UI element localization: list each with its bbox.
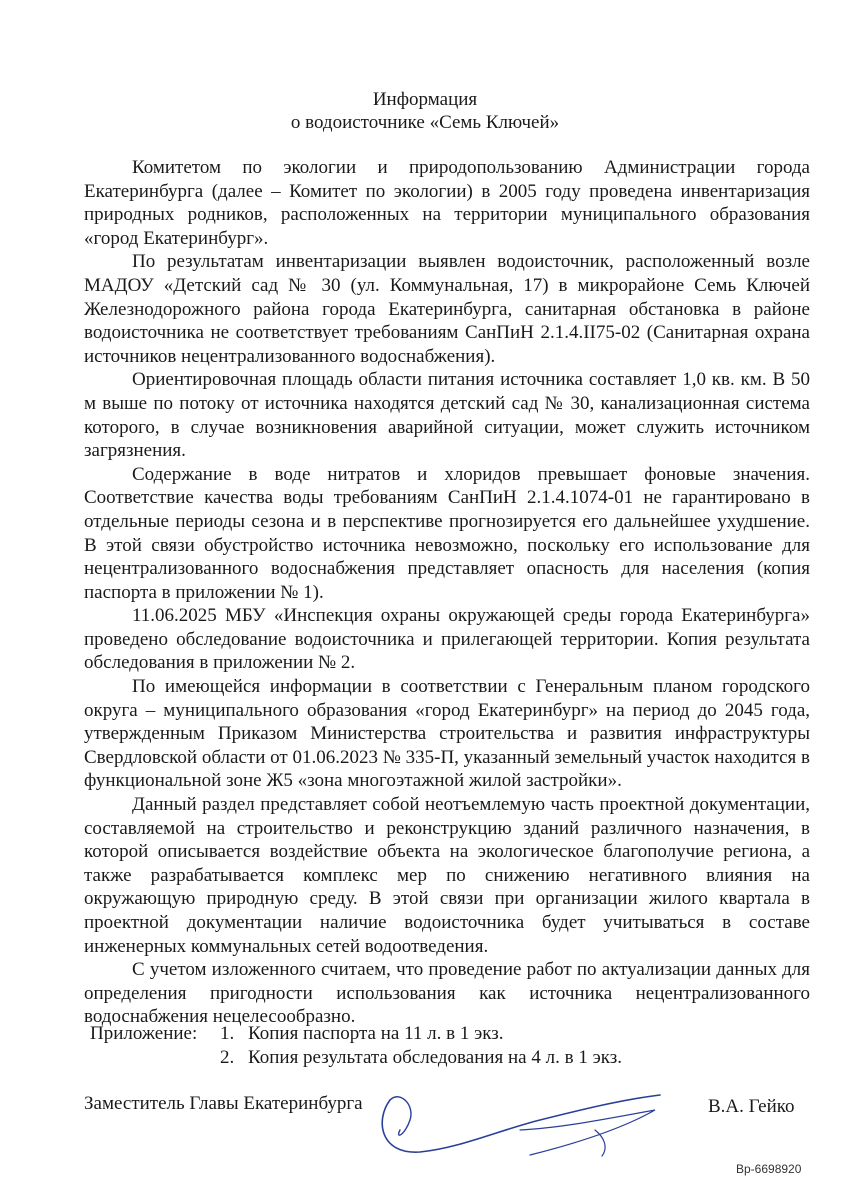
signatory-name: В.А. Гейко [708,1096,795,1117]
attachments-label: Приложение: [90,1023,198,1044]
handwritten-signature [370,1060,680,1170]
paragraph: Содержание в воде нитратов и хлоридов превышает фоновые значения. Соответствие качества воды требованиям СанПиН 2.1.4.1074-01 не гарантировано в отдельные периоды сезона и в перспективе прогнозируется его дальнейшее ухудшение. В этой связи обустройство источника невозможно, поскольку его использование для нецентрализованного водоснабжения представляет опасность для населения (копия паспорта в приложении № 1). [84,463,810,603]
document-title: Информация [372,89,478,110]
paragraph: Ориентировочная площадь области питания источника составляет 1,0 кв. км. В 50 м выше по потоку от источника находятся детский сад № 30, канализационная система которого, в случае возникновения аварийной ситуации, может служить источником загрязнения. [84,369,810,462]
attachment-item [220,1021,503,1047]
attachment-text: Копия результата обследования на 4 л. в 1 экз. [248,1047,622,1068]
attachment-number: 2. [220,1047,235,1068]
document-number: Вр-6698920 [736,1162,802,1176]
attachment-text: Копия паспорта на 11 л. в 1 экз. [248,1023,504,1044]
attachment-number: 1. [220,1023,235,1044]
paragraph: Данный раздел представляет собой неотъемлемую часть проектной документации, составляемой на строительство и реконструкцию зданий различного назначения, в которой описывается воздействие объекта на экологическое благополучие региона, а также разрабатывается комплекс мер по снижению негативного влияния на окружающую природную среду. В этой связи при организации жилого квартала в проектной документации наличие водоисточника будет учитываться в составе инженерных коммунальных сетей водоотведения. [84,794,810,957]
document-body [84,156,810,1029]
paragraph: По имеющейся информации в соответствии с Генеральным планом городского округа – муниципального образования «город Екатеринбург» на период до 2045 года, утвержденным Приказом Министерства строительства и развития инфраструктуры Свердловской области от 01.06.2023 № 335-П, указанный земельный участок находится в функциональной зоне Ж5 «зона многоэтажной жилой застройки». [84,676,810,792]
document-subtitle: о водоисточнике «Семь Ключей» [290,112,560,133]
paragraph: Комитетом по экологии и природопользованию Администрации города Екатеринбурга (далее – Комитет по экологии) в 2005 году проведена инвентаризация природных родников, расположенных на территории муниципального образования «город Екатеринбург». [84,157,810,249]
paragraph: По результатам инвентаризации выявлен водоисточник, расположенный возле МАДОУ «Детский сад № 30 (ул. Коммунальная, 17) в микрорайоне Семь Ключей Железнодорожного района города Екатеринбурга, санитарная обстановка в районе водоисточника не соответствует требованиям СанПиН 2.1.4.II75-02 (Санитарная охрана источников нецентрализованного водоснабжения). [84,251,810,367]
signatory-position: Заместитель Главы Екатеринбурга [84,1093,363,1114]
paragraph: С учетом изложенного считаем, что проведение работ по актуализации данных для определения пригодности использования как источника нецентрализованного водоснабжения нецелесообразно. [84,959,810,1028]
paragraph: 11.06.2025 МБУ «Инспекция охраны окружающей среды города Екатеринбурга» проведено обследование водоисточника и прилегающей территории. Копия результата обследования в приложении № 2. [84,605,810,674]
